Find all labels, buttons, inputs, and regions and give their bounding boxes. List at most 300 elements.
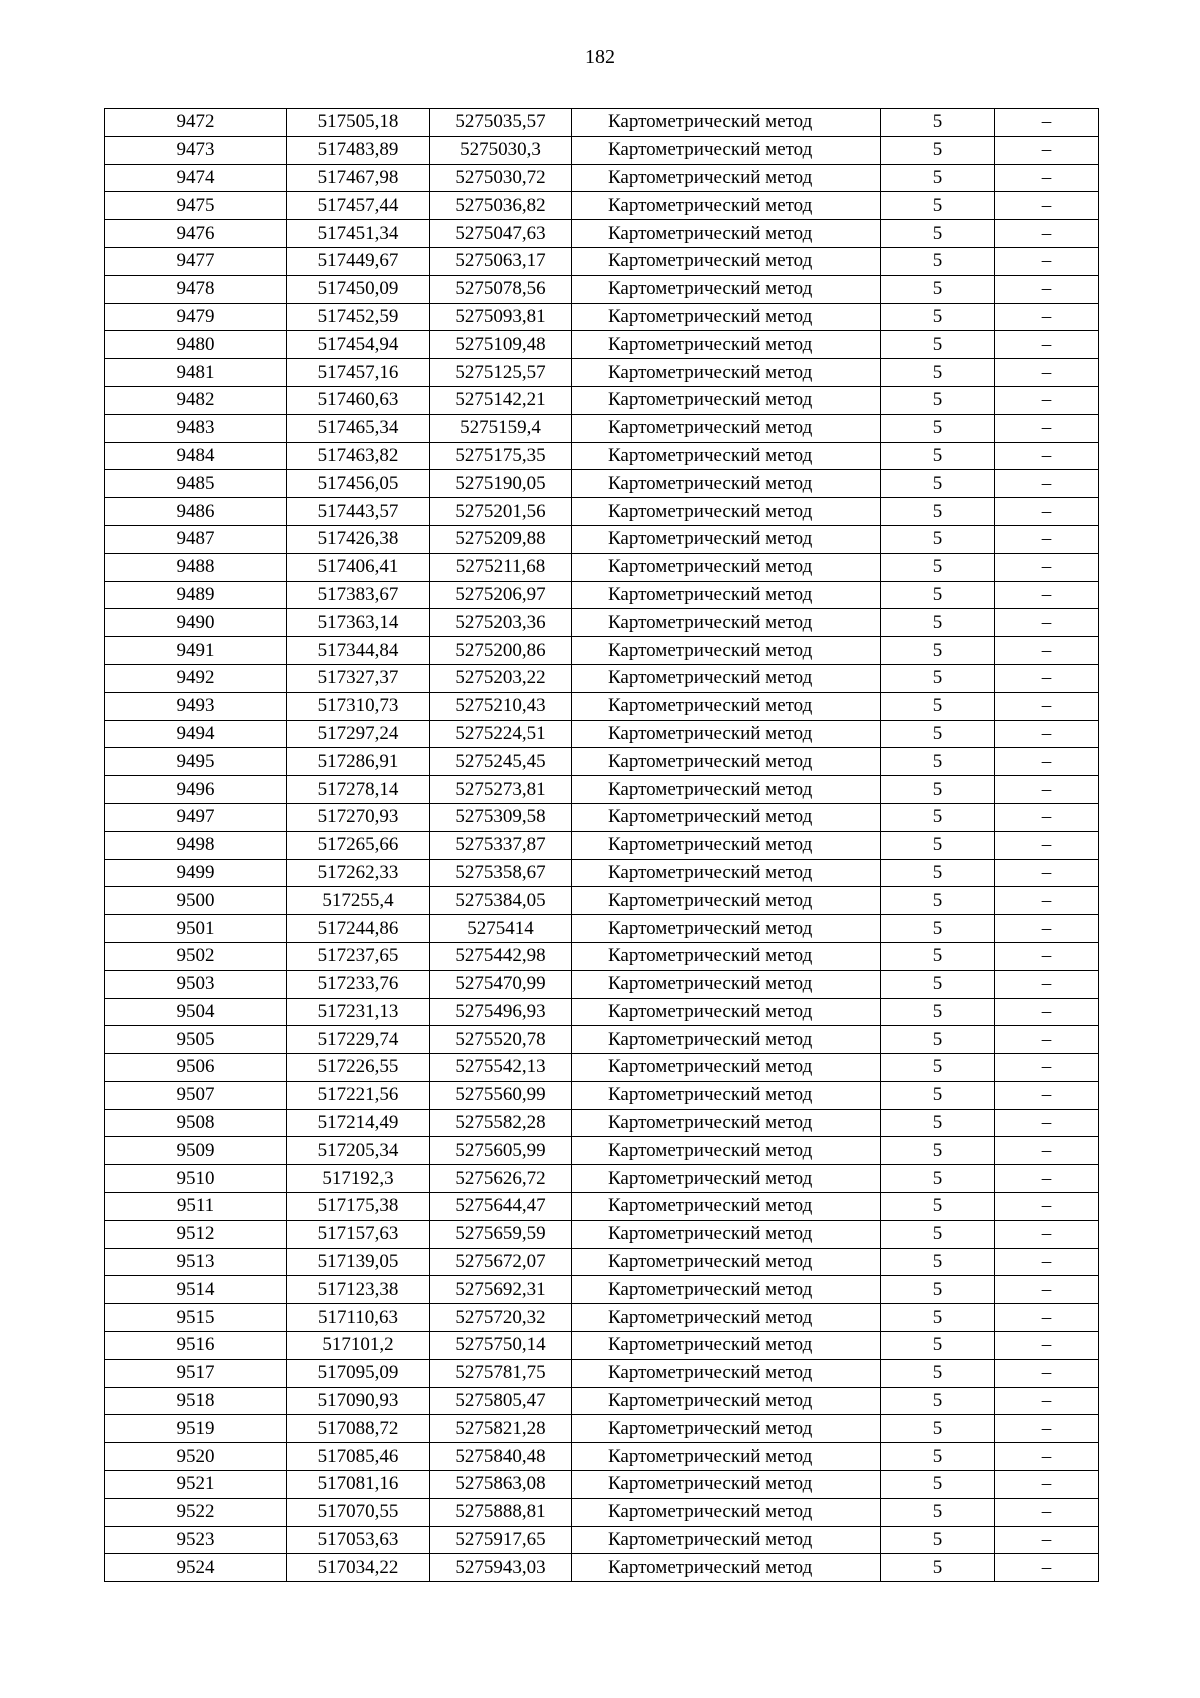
point-number-cell: 9506	[105, 1054, 287, 1082]
method-cell: Картометрический метод	[572, 998, 881, 1026]
point-number-cell: 9515	[105, 1304, 287, 1332]
method-cell: Картометрический метод	[572, 525, 881, 553]
point-number-cell: 9516	[105, 1332, 287, 1360]
accuracy-cell: 5	[881, 414, 995, 442]
table-row	[105, 1387, 1099, 1415]
x-coordinate-cell: 517070,55	[287, 1498, 430, 1526]
point-number-cell: 9519	[105, 1415, 287, 1443]
description-cell: –	[995, 720, 1099, 748]
y-coordinate-cell: 5275206,97	[430, 581, 572, 609]
table-row	[105, 1081, 1099, 1109]
x-coordinate-cell: 517454,94	[287, 331, 430, 359]
description-cell: –	[995, 1193, 1099, 1221]
x-coordinate-cell: 517192,3	[287, 1165, 430, 1193]
y-coordinate-cell: 5275142,21	[430, 386, 572, 414]
x-coordinate-cell: 517244,86	[287, 915, 430, 943]
y-coordinate-cell: 5275245,45	[430, 748, 572, 776]
accuracy-cell: 5	[881, 1220, 995, 1248]
y-coordinate-cell: 5275078,56	[430, 275, 572, 303]
description-cell: –	[995, 942, 1099, 970]
description-cell: –	[995, 998, 1099, 1026]
point-number-cell: 9472	[105, 109, 287, 137]
x-coordinate-cell: 517085,46	[287, 1443, 430, 1471]
point-number-cell: 9474	[105, 164, 287, 192]
point-number-cell: 9497	[105, 803, 287, 831]
point-number-cell: 9486	[105, 498, 287, 526]
description-cell: –	[995, 1054, 1099, 1082]
description-cell: –	[995, 609, 1099, 637]
accuracy-cell: 5	[881, 525, 995, 553]
y-coordinate-cell: 5275309,58	[430, 803, 572, 831]
y-coordinate-cell: 5275672,07	[430, 1248, 572, 1276]
method-cell: Картометрический метод	[572, 859, 881, 887]
method-cell: Картометрический метод	[572, 915, 881, 943]
x-coordinate-cell: 517088,72	[287, 1415, 430, 1443]
description-cell: –	[995, 831, 1099, 859]
point-number-cell: 9482	[105, 386, 287, 414]
accuracy-cell: 5	[881, 637, 995, 665]
method-cell: Картометрический метод	[572, 1387, 881, 1415]
x-coordinate-cell: 517095,09	[287, 1359, 430, 1387]
point-number-cell: 9524	[105, 1554, 287, 1582]
point-number-cell: 9477	[105, 247, 287, 275]
x-coordinate-cell: 517460,63	[287, 386, 430, 414]
y-coordinate-cell: 5275035,57	[430, 109, 572, 137]
table-row	[105, 1248, 1099, 1276]
method-cell: Картометрический метод	[572, 1471, 881, 1499]
table-row	[105, 1526, 1099, 1554]
table-row	[105, 247, 1099, 275]
y-coordinate-cell: 5275125,57	[430, 359, 572, 387]
description-cell: –	[995, 498, 1099, 526]
point-number-cell: 9480	[105, 331, 287, 359]
x-coordinate-cell: 517452,59	[287, 303, 430, 331]
accuracy-cell: 5	[881, 553, 995, 581]
x-coordinate-cell: 517310,73	[287, 692, 430, 720]
x-coordinate-cell: 517233,76	[287, 970, 430, 998]
point-number-cell: 9489	[105, 581, 287, 609]
x-coordinate-cell: 517363,14	[287, 609, 430, 637]
point-number-cell: 9499	[105, 859, 287, 887]
x-coordinate-cell: 517090,93	[287, 1387, 430, 1415]
y-coordinate-cell: 5275063,17	[430, 247, 572, 275]
table-row	[105, 303, 1099, 331]
y-coordinate-cell: 5275384,05	[430, 887, 572, 915]
accuracy-cell: 5	[881, 1498, 995, 1526]
y-coordinate-cell: 5275644,47	[430, 1193, 572, 1221]
y-coordinate-cell: 5275805,47	[430, 1387, 572, 1415]
table-row	[105, 720, 1099, 748]
y-coordinate-cell: 5275781,75	[430, 1359, 572, 1387]
method-cell: Картометрический метод	[572, 1498, 881, 1526]
point-number-cell: 9476	[105, 220, 287, 248]
point-number-cell: 9520	[105, 1443, 287, 1471]
table-row	[105, 581, 1099, 609]
accuracy-cell: 5	[881, 1443, 995, 1471]
description-cell: –	[995, 220, 1099, 248]
point-number-cell: 9485	[105, 470, 287, 498]
accuracy-cell: 5	[881, 1137, 995, 1165]
x-coordinate-cell: 517451,34	[287, 220, 430, 248]
method-cell: Картометрический метод	[572, 136, 881, 164]
y-coordinate-cell: 5275943,03	[430, 1554, 572, 1582]
table-row	[105, 970, 1099, 998]
x-coordinate-cell: 517053,63	[287, 1526, 430, 1554]
description-cell: –	[995, 1526, 1099, 1554]
point-number-cell: 9511	[105, 1193, 287, 1221]
description-cell: –	[995, 414, 1099, 442]
description-cell: –	[995, 1248, 1099, 1276]
table-row	[105, 1359, 1099, 1387]
accuracy-cell: 5	[881, 192, 995, 220]
point-number-cell: 9505	[105, 1026, 287, 1054]
description-cell: –	[995, 386, 1099, 414]
method-cell: Картометрический метод	[572, 1248, 881, 1276]
point-number-cell: 9478	[105, 275, 287, 303]
method-cell: Картометрический метод	[572, 1165, 881, 1193]
accuracy-cell: 5	[881, 1387, 995, 1415]
description-cell: –	[995, 1415, 1099, 1443]
point-number-cell: 9521	[105, 1471, 287, 1499]
description-cell: –	[995, 275, 1099, 303]
method-cell: Картометрический метод	[572, 637, 881, 665]
description-cell: –	[995, 637, 1099, 665]
table-row	[105, 470, 1099, 498]
accuracy-cell: 5	[881, 1026, 995, 1054]
y-coordinate-cell: 5275750,14	[430, 1332, 572, 1360]
method-cell: Картометрический метод	[572, 1443, 881, 1471]
method-cell: Картометрический метод	[572, 748, 881, 776]
table-row	[105, 386, 1099, 414]
description-cell: –	[995, 1387, 1099, 1415]
table-row	[105, 998, 1099, 1026]
x-coordinate-cell: 517465,34	[287, 414, 430, 442]
x-coordinate-cell: 517237,65	[287, 942, 430, 970]
table-row	[105, 1554, 1099, 1582]
x-coordinate-cell: 517226,55	[287, 1054, 430, 1082]
y-coordinate-cell: 5275917,65	[430, 1526, 572, 1554]
accuracy-cell: 5	[881, 498, 995, 526]
table-row	[105, 803, 1099, 831]
method-cell: Картометрический метод	[572, 664, 881, 692]
method-cell: Картометрический метод	[572, 386, 881, 414]
point-number-cell: 9507	[105, 1081, 287, 1109]
table-row	[105, 664, 1099, 692]
method-cell: Картометрический метод	[572, 1054, 881, 1082]
table-row	[105, 1109, 1099, 1137]
table-row	[105, 442, 1099, 470]
description-cell: –	[995, 109, 1099, 137]
x-coordinate-cell: 517110,63	[287, 1304, 430, 1332]
method-cell: Картометрический метод	[572, 970, 881, 998]
table-row	[105, 192, 1099, 220]
y-coordinate-cell: 5275093,81	[430, 303, 572, 331]
point-number-cell: 9492	[105, 664, 287, 692]
x-coordinate-cell: 517262,33	[287, 859, 430, 887]
table-row	[105, 553, 1099, 581]
point-number-cell: 9495	[105, 748, 287, 776]
method-cell: Картометрический метод	[572, 359, 881, 387]
point-number-cell: 9503	[105, 970, 287, 998]
method-cell: Картометрический метод	[572, 803, 881, 831]
y-coordinate-cell: 5275626,72	[430, 1165, 572, 1193]
accuracy-cell: 5	[881, 970, 995, 998]
method-cell: Картометрический метод	[572, 331, 881, 359]
method-cell: Картометрический метод	[572, 470, 881, 498]
accuracy-cell: 5	[881, 859, 995, 887]
description-cell: –	[995, 442, 1099, 470]
y-coordinate-cell: 5275337,87	[430, 831, 572, 859]
x-coordinate-cell: 517406,41	[287, 553, 430, 581]
point-number-cell: 9502	[105, 942, 287, 970]
table-row	[105, 525, 1099, 553]
accuracy-cell: 5	[881, 303, 995, 331]
description-cell: –	[995, 1332, 1099, 1360]
x-coordinate-cell: 517265,66	[287, 831, 430, 859]
y-coordinate-cell: 5275190,05	[430, 470, 572, 498]
x-coordinate-cell: 517205,34	[287, 1137, 430, 1165]
method-cell: Картометрический метод	[572, 275, 881, 303]
x-coordinate-cell: 517081,16	[287, 1471, 430, 1499]
page-number: 182	[585, 46, 615, 68]
method-cell: Картометрический метод	[572, 442, 881, 470]
accuracy-cell: 5	[881, 1359, 995, 1387]
point-number-cell: 9510	[105, 1165, 287, 1193]
x-coordinate-cell: 517456,05	[287, 470, 430, 498]
y-coordinate-cell: 5275496,93	[430, 998, 572, 1026]
description-cell: –	[995, 470, 1099, 498]
method-cell: Картометрический метод	[572, 1276, 881, 1304]
description-cell: –	[995, 803, 1099, 831]
accuracy-cell: 5	[881, 1081, 995, 1109]
point-number-cell: 9523	[105, 1526, 287, 1554]
x-coordinate-cell: 517229,74	[287, 1026, 430, 1054]
accuracy-cell: 5	[881, 359, 995, 387]
y-coordinate-cell: 5275659,59	[430, 1220, 572, 1248]
description-cell: –	[995, 1304, 1099, 1332]
y-coordinate-cell: 5275211,68	[430, 553, 572, 581]
y-coordinate-cell: 5275720,32	[430, 1304, 572, 1332]
accuracy-cell: 5	[881, 664, 995, 692]
method-cell: Картометрический метод	[572, 1137, 881, 1165]
point-number-cell: 9498	[105, 831, 287, 859]
table-row	[105, 1443, 1099, 1471]
description-cell: –	[995, 1165, 1099, 1193]
method-cell: Картометрический метод	[572, 247, 881, 275]
table-row	[105, 1220, 1099, 1248]
x-coordinate-cell: 517457,44	[287, 192, 430, 220]
accuracy-cell: 5	[881, 1054, 995, 1082]
point-number-cell: 9490	[105, 609, 287, 637]
description-cell: –	[995, 136, 1099, 164]
table-row	[105, 220, 1099, 248]
description-cell: –	[995, 1359, 1099, 1387]
point-number-cell: 9501	[105, 915, 287, 943]
accuracy-cell: 5	[881, 720, 995, 748]
point-number-cell: 9513	[105, 1248, 287, 1276]
description-cell: –	[995, 1109, 1099, 1137]
description-cell: –	[995, 359, 1099, 387]
description-cell: –	[995, 1220, 1099, 1248]
accuracy-cell: 5	[881, 1193, 995, 1221]
y-coordinate-cell: 5275175,35	[430, 442, 572, 470]
method-cell: Картометрический метод	[572, 831, 881, 859]
x-coordinate-cell: 517467,98	[287, 164, 430, 192]
description-cell: –	[995, 303, 1099, 331]
point-number-cell: 9473	[105, 136, 287, 164]
accuracy-cell: 5	[881, 220, 995, 248]
description-cell: –	[995, 692, 1099, 720]
description-cell: –	[995, 1471, 1099, 1499]
point-number-cell: 9522	[105, 1498, 287, 1526]
y-coordinate-cell: 5275470,99	[430, 970, 572, 998]
table-row	[105, 331, 1099, 359]
accuracy-cell: 5	[881, 470, 995, 498]
table-row	[105, 1471, 1099, 1499]
description-cell: –	[995, 525, 1099, 553]
x-coordinate-cell: 517231,13	[287, 998, 430, 1026]
accuracy-cell: 5	[881, 247, 995, 275]
point-number-cell: 9488	[105, 553, 287, 581]
x-coordinate-cell: 517449,67	[287, 247, 430, 275]
table-row	[105, 1054, 1099, 1082]
point-number-cell: 9484	[105, 442, 287, 470]
y-coordinate-cell: 5275109,48	[430, 331, 572, 359]
method-cell: Картометрический метод	[572, 1304, 881, 1332]
x-coordinate-cell: 517457,16	[287, 359, 430, 387]
table-row	[105, 1193, 1099, 1221]
method-cell: Картометрический метод	[572, 609, 881, 637]
description-cell: –	[995, 581, 1099, 609]
y-coordinate-cell: 5275200,86	[430, 637, 572, 665]
x-coordinate-cell: 517255,4	[287, 887, 430, 915]
table-row	[105, 414, 1099, 442]
y-coordinate-cell: 5275560,99	[430, 1081, 572, 1109]
method-cell: Картометрический метод	[572, 1332, 881, 1360]
method-cell: Картометрический метод	[572, 1081, 881, 1109]
x-coordinate-cell: 517175,38	[287, 1193, 430, 1221]
description-cell: –	[995, 1137, 1099, 1165]
description-cell: –	[995, 1276, 1099, 1304]
accuracy-cell: 5	[881, 1304, 995, 1332]
x-coordinate-cell: 517483,89	[287, 136, 430, 164]
table-row	[105, 1498, 1099, 1526]
x-coordinate-cell: 517139,05	[287, 1248, 430, 1276]
y-coordinate-cell: 5275203,36	[430, 609, 572, 637]
table-row	[105, 942, 1099, 970]
method-cell: Картометрический метод	[572, 692, 881, 720]
accuracy-cell: 5	[881, 1332, 995, 1360]
point-number-cell: 9487	[105, 525, 287, 553]
table-row	[105, 609, 1099, 637]
accuracy-cell: 5	[881, 1109, 995, 1137]
accuracy-cell: 5	[881, 1526, 995, 1554]
accuracy-cell: 5	[881, 915, 995, 943]
y-coordinate-cell: 5275210,43	[430, 692, 572, 720]
point-number-cell: 9475	[105, 192, 287, 220]
table-row	[105, 692, 1099, 720]
description-cell: –	[995, 164, 1099, 192]
x-coordinate-cell: 517450,09	[287, 275, 430, 303]
accuracy-cell: 5	[881, 609, 995, 637]
accuracy-cell: 5	[881, 136, 995, 164]
y-coordinate-cell: 5275692,31	[430, 1276, 572, 1304]
description-cell: –	[995, 247, 1099, 275]
table-row	[105, 831, 1099, 859]
method-cell: Картометрический метод	[572, 414, 881, 442]
table-row	[105, 1304, 1099, 1332]
method-cell: Картометрический метод	[572, 776, 881, 804]
x-coordinate-cell: 517426,38	[287, 525, 430, 553]
description-cell: –	[995, 776, 1099, 804]
description-cell: –	[995, 1498, 1099, 1526]
accuracy-cell: 5	[881, 942, 995, 970]
x-coordinate-cell: 517286,91	[287, 748, 430, 776]
point-number-cell: 9496	[105, 776, 287, 804]
method-cell: Картометрический метод	[572, 498, 881, 526]
accuracy-cell: 5	[881, 998, 995, 1026]
table-row	[105, 164, 1099, 192]
method-cell: Картометрический метод	[572, 303, 881, 331]
y-coordinate-cell: 5275821,28	[430, 1415, 572, 1443]
method-cell: Картометрический метод	[572, 192, 881, 220]
x-coordinate-cell: 517327,37	[287, 664, 430, 692]
accuracy-cell: 5	[881, 331, 995, 359]
method-cell: Картометрический метод	[572, 942, 881, 970]
point-number-cell: 9514	[105, 1276, 287, 1304]
description-cell: –	[995, 331, 1099, 359]
x-coordinate-cell: 517221,56	[287, 1081, 430, 1109]
coordinates-table	[104, 108, 1099, 1582]
table-row	[105, 1276, 1099, 1304]
y-coordinate-cell: 5275358,67	[430, 859, 572, 887]
accuracy-cell: 5	[881, 386, 995, 414]
table-row	[105, 498, 1099, 526]
description-cell: –	[995, 887, 1099, 915]
table-body	[105, 109, 1099, 1582]
method-cell: Картометрический метод	[572, 220, 881, 248]
accuracy-cell: 5	[881, 581, 995, 609]
x-coordinate-cell: 517505,18	[287, 109, 430, 137]
description-cell: –	[995, 748, 1099, 776]
accuracy-cell: 5	[881, 1415, 995, 1443]
description-cell: –	[995, 1081, 1099, 1109]
y-coordinate-cell: 5275414	[430, 915, 572, 943]
point-number-cell: 9494	[105, 720, 287, 748]
accuracy-cell: 5	[881, 1276, 995, 1304]
description-cell: –	[995, 192, 1099, 220]
point-number-cell: 9517	[105, 1359, 287, 1387]
description-cell: –	[995, 1026, 1099, 1054]
method-cell: Картометрический метод	[572, 1026, 881, 1054]
method-cell: Картометрический метод	[572, 1359, 881, 1387]
accuracy-cell: 5	[881, 275, 995, 303]
x-coordinate-cell: 517297,24	[287, 720, 430, 748]
point-number-cell: 9509	[105, 1137, 287, 1165]
method-cell: Картометрический метод	[572, 1193, 881, 1221]
table-row	[105, 637, 1099, 665]
point-number-cell: 9512	[105, 1220, 287, 1248]
table-row	[105, 748, 1099, 776]
accuracy-cell: 5	[881, 748, 995, 776]
y-coordinate-cell: 5275542,13	[430, 1054, 572, 1082]
description-cell: –	[995, 664, 1099, 692]
method-cell: Картометрический метод	[572, 1220, 881, 1248]
method-cell: Картометрический метод	[572, 581, 881, 609]
x-coordinate-cell: 517034,22	[287, 1554, 430, 1582]
x-coordinate-cell: 517157,63	[287, 1220, 430, 1248]
accuracy-cell: 5	[881, 831, 995, 859]
